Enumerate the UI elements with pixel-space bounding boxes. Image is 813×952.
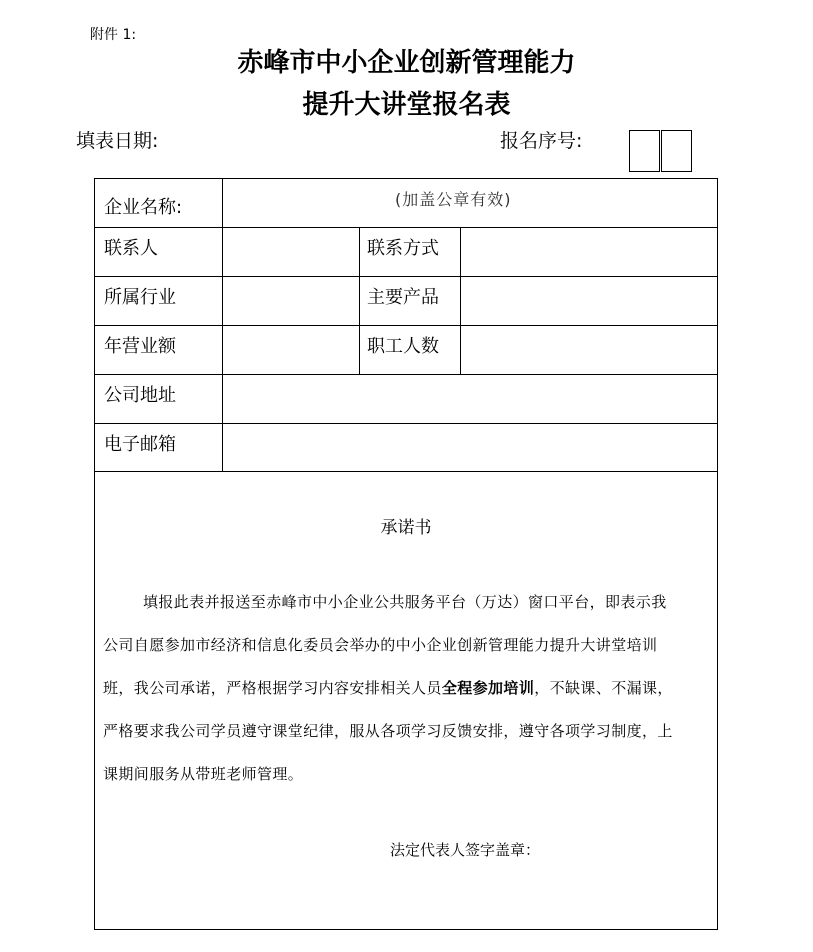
- email-field[interactable]: [223, 424, 717, 471]
- pledge-title: 承诺书: [380, 518, 432, 538]
- pledge-line: 严格要求我公司学员遵守课堂纪律，服从各项学习反馈安排，遵守各项学习制度，上: [103, 722, 673, 740]
- industry-label: 所属行业: [104, 287, 176, 308]
- employee-count-label: 职工人数: [367, 336, 439, 357]
- annual-revenue-field[interactable]: [223, 326, 359, 374]
- main-products-field[interactable]: [461, 277, 717, 325]
- pledge-line: 课期间服务从带班老师管理。: [103, 765, 304, 783]
- main-products-label: 主要产品: [367, 287, 439, 308]
- attachment-label: 附件 1:: [90, 27, 137, 43]
- company-name-field[interactable]: [223, 179, 717, 227]
- form-title-line1: 赤峰市中小企业创新管理能力: [237, 48, 576, 78]
- email-label: 电子邮箱: [104, 434, 176, 455]
- registration-number-box-1[interactable]: [629, 130, 660, 172]
- form-title-line2: 提升大讲堂报名表: [302, 90, 511, 120]
- pledge-text: 班，我公司承诺，严格根据学习内容安排相关人员: [103, 679, 442, 697]
- contact-person-label: 联系人: [104, 238, 158, 259]
- registration-number-label: 报名序号:: [500, 130, 583, 152]
- column-divider: [359, 227, 360, 374]
- contact-person-field[interactable]: [223, 228, 359, 276]
- seal-note: (加盖公章有效): [395, 190, 512, 209]
- pledge-emphasis: 全程参加培训: [441, 679, 535, 697]
- company-name-label: 企业名称:: [104, 197, 183, 218]
- registration-form: [94, 178, 718, 930]
- contact-method-field[interactable]: [461, 228, 717, 276]
- annual-revenue-label: 年营业额: [104, 336, 176, 357]
- industry-field[interactable]: [223, 277, 359, 325]
- row-divider: [95, 471, 717, 472]
- employee-count-field[interactable]: [461, 326, 717, 374]
- pledge-line: 填报此表并报送至赤峰市中小企业公共服务平台（万达）窗口平台，即表示我: [143, 593, 667, 611]
- contact-method-label: 联系方式: [367, 238, 439, 259]
- registration-number-box-2[interactable]: [661, 130, 692, 172]
- company-address-field[interactable]: [223, 375, 717, 423]
- pledge-text: ，不缺课、不漏课，: [534, 679, 673, 697]
- fill-date-label: 填表日期:: [76, 130, 159, 152]
- pledge-line: [103, 677, 673, 698]
- signature-label: 法定代表人签字盖章：: [390, 841, 541, 859]
- company-address-label: 公司地址: [104, 385, 176, 406]
- pledge-line: 公司自愿参加市经济和信息化委员会举办的中小企业创新管理能力提升大讲堂培训: [103, 636, 658, 654]
